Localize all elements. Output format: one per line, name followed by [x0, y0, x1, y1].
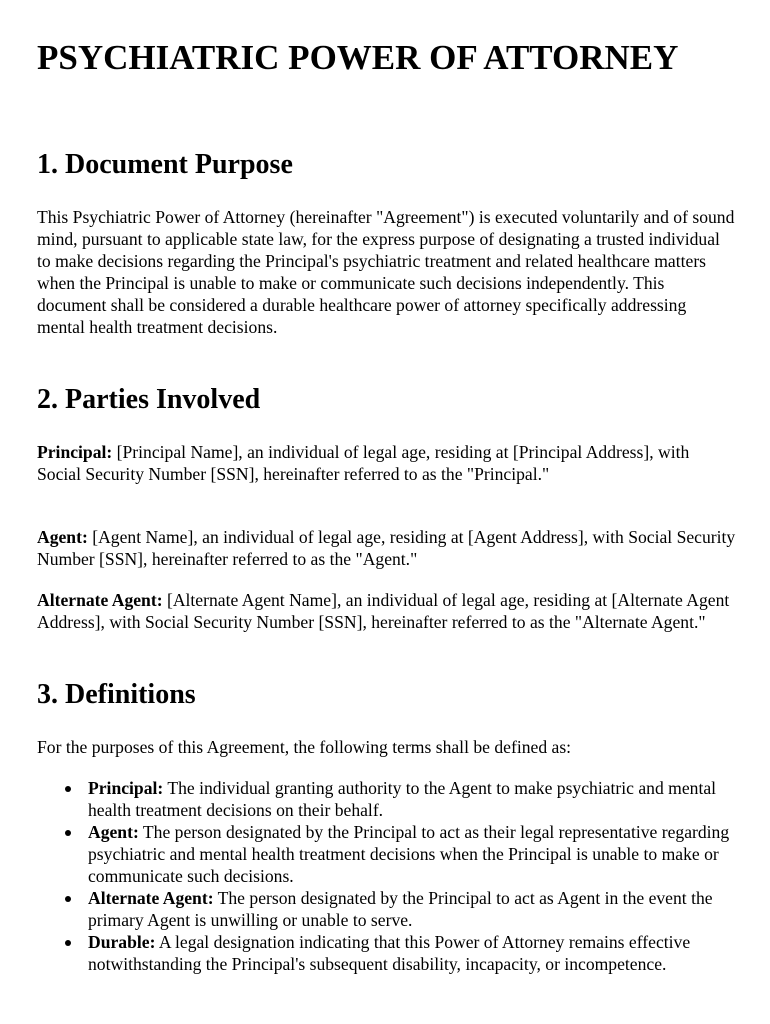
purpose-paragraph: This Psychiatric Power of Attorney (hereinafter "Agreement") is executed voluntarily and of sound mind, pursuant to applicable state law, for the express purpose of designating a trusted individual to make decisions regarding the Principal's psychiatric treatment and related healthcare matters when the Principal is unable to make or communicate such decisions independently. This document shall be considered a durable healthcare power of attorney specifically addressing mental health treatment decisions.	[37, 207, 735, 337]
section-heading-definitions: 3. Definitions	[37, 679, 196, 710]
definition-term: Agent:	[88, 822, 139, 842]
bullet-icon	[65, 830, 71, 836]
document-title: PSYCHIATRIC POWER OF ATTORNEY	[37, 38, 679, 77]
party-principal-text: [Principal Name], an individual of legal age, residing at [Principal Address], with Social Security Number [SSN], hereinafter referred to as the "Principal."	[37, 442, 690, 484]
definition-text: A legal designation indicating that this Power of Attorney remains effective notwithstanding the Principal's subsequent disability, incapacity, or incompetence.	[88, 932, 691, 974]
party-principal	[37, 441, 737, 485]
definitions-list	[37, 777, 737, 975]
definition-text: The person designated by the Principal to act as their legal representative regarding psychiatric and mental health treatment decisions when the Principal is unable to make or communicate such decisions.	[88, 822, 730, 886]
party-alternate-agent	[37, 589, 737, 633]
party-principal-label: Principal:	[37, 442, 113, 462]
party-agent-label: Agent:	[37, 527, 88, 547]
definition-item-durable	[37, 931, 738, 975]
definition-term: Alternate Agent:	[88, 888, 214, 908]
definition-item-agent	[37, 821, 738, 887]
party-agent-text: [Agent Name], an individual of legal age, residing at [Agent Address], with Social Security Number [SSN], hereinafter referred to as the "Agent."	[37, 527, 736, 569]
section-heading-parties-involved: 2. Parties Involved	[37, 384, 261, 415]
party-alternate-agent-label: Alternate Agent:	[37, 590, 163, 610]
definition-text: The individual granting authority to the Agent to make psychiatric and mental health treatment decisions on their behalf.	[88, 778, 717, 820]
definition-term: Principal:	[88, 778, 164, 798]
bullet-icon	[65, 896, 71, 902]
definitions-intro: For the purposes of this Agreement, the following terms shall be defined as:	[37, 737, 572, 757]
definition-term: Durable:	[88, 932, 156, 952]
definition-text: The person designated by the Principal to act as Agent in the event the primary Agent is unwilling or unable to serve.	[88, 888, 713, 930]
section-heading-document-purpose: 1. Document Purpose	[37, 149, 293, 180]
definition-item-principal	[37, 777, 738, 821]
definition-item-alternate-agent	[37, 887, 738, 931]
party-agent	[37, 526, 737, 570]
bullet-icon	[65, 940, 71, 946]
bullet-icon	[65, 786, 71, 792]
party-alternate-agent-text: [Alternate Agent Name], an individual of legal age, residing at [Alternate Agent Address], with Social Security Number [SSN], hereinafter referred to as the "Alternate Agent."	[37, 590, 730, 632]
